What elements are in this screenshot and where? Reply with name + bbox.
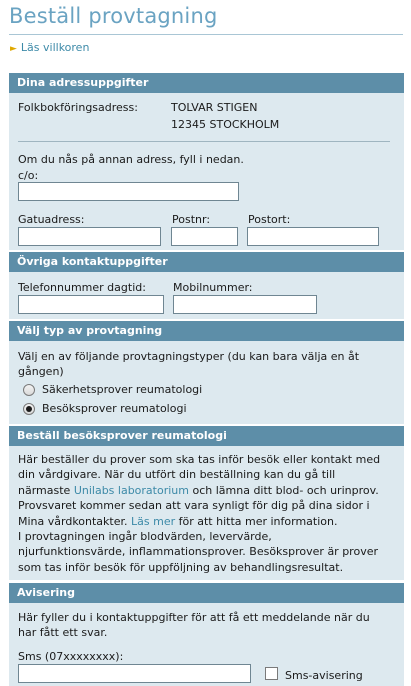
radio-sakerhetsprover[interactable]: [23, 384, 35, 396]
notification-panel: [9, 583, 404, 686]
test-type-intro-line2: gången): [18, 365, 64, 378]
terms-row: [10, 41, 89, 54]
test-type-intro-line1: Välj en av följande provtagningstyper (du kan bara välja en åt: [18, 350, 360, 363]
registered-address-label: Folkbokföringsadress:: [18, 101, 138, 114]
mobile-label: Mobilnummer:: [173, 281, 253, 294]
sms-notification-checkbox[interactable]: [265, 667, 278, 680]
test-type-panel-header: Välj typ av provtagning: [9, 321, 404, 341]
title-rule: [9, 34, 403, 35]
street-label: Gatuadress:: [18, 213, 85, 226]
address-panel: [9, 73, 404, 250]
order-panel-header: Beställ besöksprover reumatologi: [9, 426, 404, 446]
contact-panel-header: Övriga kontaktuppgifter: [9, 252, 404, 272]
mobile-input[interactable]: [173, 295, 317, 314]
read-more-link[interactable]: Läs mer: [131, 514, 176, 528]
co-input[interactable]: [18, 182, 239, 201]
city-label: Postort:: [248, 213, 291, 226]
test-type-panel: [9, 321, 404, 424]
registered-postal-city: 12345 STOCKHOLM: [171, 118, 280, 131]
order-description: Här beställer du prover som ska tas inför besök eller kontakt med din vårdgivare. När du utfört din beställning kan du gå till närmaste Unilabs laboratorium och lämna ditt blod- och urinprov. Provsvaret kommer sedan att vara synligt för dig på dina sidor i Mina vårdkontakter. Läs mer för att hitta mer information. I provtagningen ingår blodvärden, levervärde, njurfunktionsvärde, inflammationsprover. Besöksprover är prover som tas inför besök för uppföljning av behandlingsresultat.: [18, 453, 381, 574]
alt-address-intro: Om du nås på annan adress, fyll i nedan.: [18, 153, 244, 166]
radio-besoksprover[interactable]: [23, 403, 35, 415]
page-title: Beställ provtagning: [9, 4, 218, 28]
city-input[interactable]: [247, 227, 379, 246]
zip-input[interactable]: [171, 227, 238, 246]
registered-street: TOLVAR STIGEN: [171, 101, 258, 114]
option-label-sakerhetsprover: Säkerhetsprover reumatologi: [42, 383, 203, 396]
notification-panel-header: Avisering: [9, 583, 404, 603]
address-panel-header: Dina adressuppgifter: [9, 73, 404, 93]
co-label: c/o:: [18, 169, 39, 182]
arrow-right-icon: ►: [10, 44, 17, 54]
notification-description: Här fyller du i kontaktuppgifter för att få ett meddelande när du har fått ett svar.: [18, 611, 370, 640]
sms-notification-label: Sms-avisering: [285, 669, 363, 682]
contact-panel: [9, 252, 404, 319]
address-divider: [18, 141, 390, 142]
unilabs-link[interactable]: Unilabs laboratorium: [73, 483, 189, 497]
terms-link[interactable]: Läs villkoren: [20, 41, 90, 54]
street-input[interactable]: [18, 227, 161, 246]
option-label-besoksprover: Besöksprover reumatologi: [42, 402, 187, 415]
sms-input[interactable]: [18, 664, 251, 683]
phone-label: Telefonnummer dagtid:: [18, 281, 146, 294]
order-panel: [9, 426, 404, 580]
phone-input[interactable]: [18, 295, 164, 314]
sms-label: Sms (07xxxxxxxx):: [18, 650, 124, 663]
zip-label: Postnr:: [172, 213, 211, 226]
